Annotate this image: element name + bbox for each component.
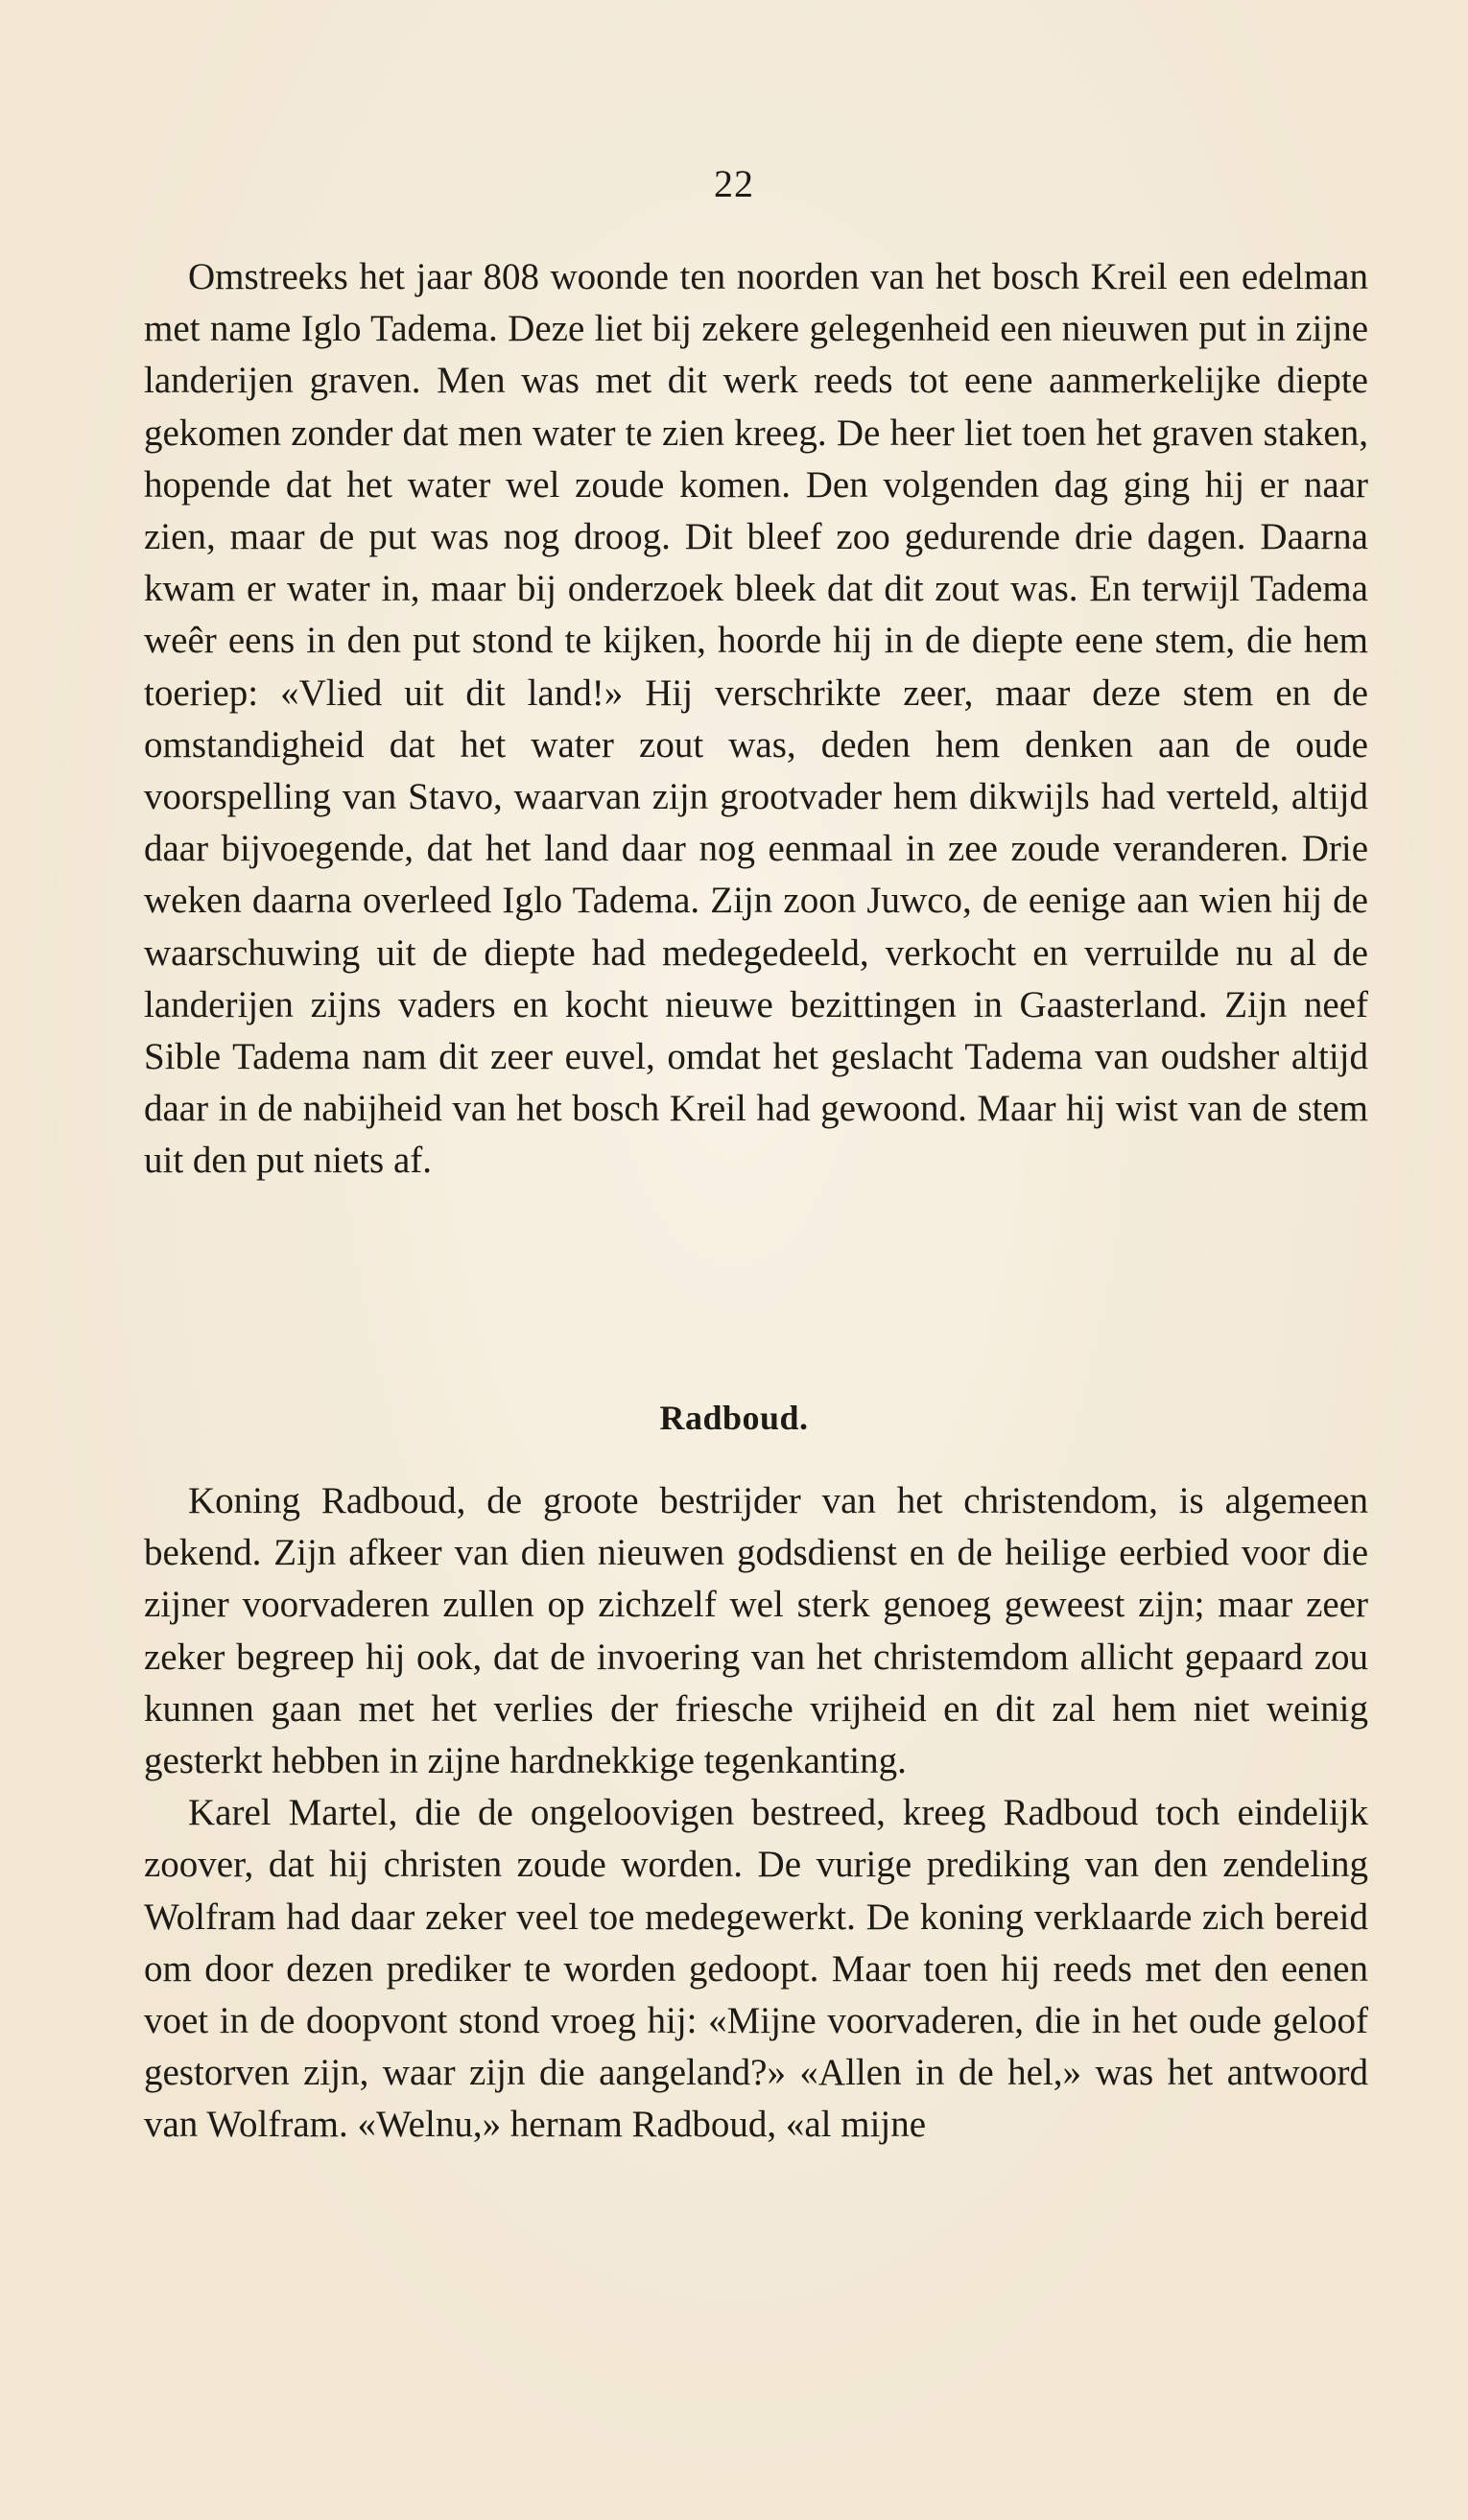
section-heading: Radboud. — [659, 1399, 809, 1437]
section-paragraph-2: Karel Martel, die de ongeloovigen bestreed, kreeg Radboud toch eindelijk zoover, dat hij christen zoude worden. De vurige prediking van den zendeling Wolfram had daar zeker veel toe medegewerkt. De koning verklaarde zich bereid om door dezen prediker te worden gedoopt. Maar toen hij reeds met den eenen voet in de doopvont stond vroeg hij: «Mijne voorvaderen, die in het oude geloof gestorven zijn, waar zijn die aangeland?» «Allen in de hel,» was het antwoord van Wolfram. «Welnu,» hernam Radboud, «al mijne — [144, 1792, 1368, 2146]
page-number: 22 — [714, 162, 754, 205]
section-text-block — [144, 1475, 1368, 2152]
story-paragraph: Omstreeks het jaar 808 woonde ten noorden van het bosch Kreil een edelman met name Iglo Tadema. Deze liet bij zekere gelegenheid een nieuwen put in zijne landerijen graven. Men was met dit werk reeds tot eene aanmerkelijke diepte gekomen zonder dat men water te zien kreeg. De heer liet toen het graven staken, hopende dat het water wel zoude komen. Den volgenden dag ging hij er naar zien, maar de put was nog droog. Dit bleef zoo gedurende drie dagen. Daarna kwam er water in, maar bij onderzoek bleek dat dit zout was. En terwijl Tadema weêr eens in den put stond te kijken, hoorde hij in de diepte eene stem, die hem toeriep: «Vlied uit dit land!» Hij verschrikte zeer, maar deze stem en de omstandigheid dat het water zout was, deden hem denken aan de oude voorspelling van Stavo, waarvan zijn grootvader hem dikwijls had verteld, altijd daar bijvoegende, dat het land daar nog eenmaal in zee zoude veranderen. Drie weken daarna overleed Iglo Tadema. Zijn zoon Juwco, de eenige aan wien hij de waarschuwing uit de diepte had medegedeeld, verkocht en verruilde nu al de landerijen zijns vaders en kocht nieuwe bezittingen in Gaasterland. Zijn neef Sible Tadema nam dit zeer euvel, omdat het geslacht Tadema van oudsher altijd daar in de nabijheid van het bosch Kreil had gewoond. Maar hij wist van de stem uit den put niets af. — [144, 256, 1368, 1182]
story-text-block — [144, 251, 1368, 1188]
section-paragraph-1: Koning Radboud, de groote bestrijder van het christendom, is algemeen bekend. Zijn afkeer van dien nieuwen godsdienst en de heilige eerbied voor die zijner voorvaderen zullen op zichzelf wel sterk genoeg geweest zijn; maar zeer zeker begreep hij ook, dat de invoering van het christemdom allicht gepaard zou kunnen gaan met het verlies der friesche vrijheid en dit zal hem niet weinig gesterkt hebben in zijne hardnekkige tegenkanting. — [144, 1480, 1368, 1782]
